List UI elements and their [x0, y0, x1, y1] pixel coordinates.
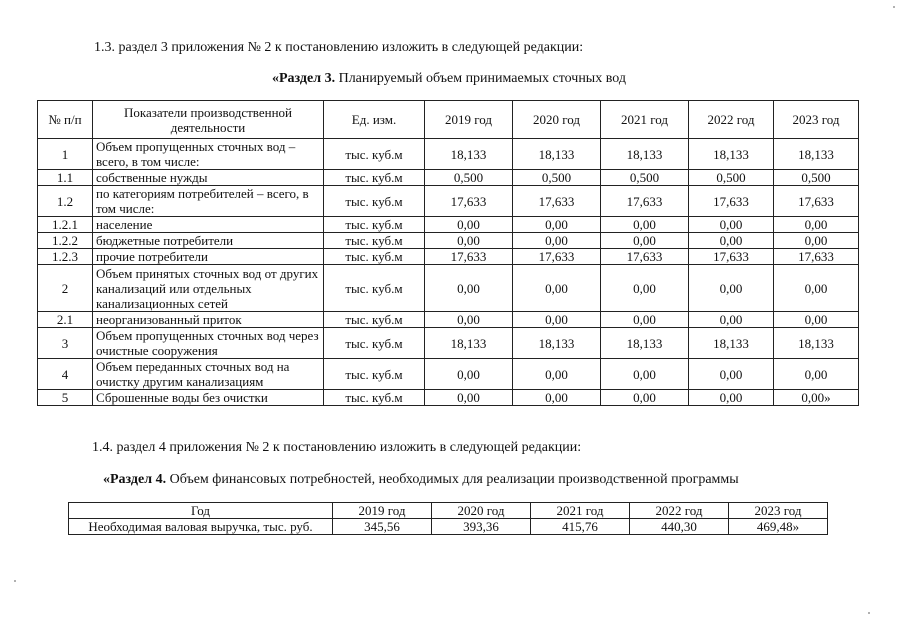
cell-2022: 0,00 [689, 312, 774, 328]
row-name: бюджетные потребители [93, 233, 324, 249]
table-row [38, 312, 859, 328]
cell-2021: 18,133 [601, 139, 689, 170]
cell-2019: 0,00 [425, 265, 513, 312]
cell-2021: 0,00 [601, 217, 689, 233]
cell-2019: 0,00 [425, 312, 513, 328]
row-name: Объем принятых сточных вод от других канализаций или отдельных канализационных сетей [93, 265, 324, 312]
cell-2023: 0,00 [774, 359, 859, 390]
header-2022: 2022 год [630, 503, 729, 519]
table-row [38, 249, 859, 265]
cell-2021: 0,00 [601, 233, 689, 249]
paragraph-1-3: 1.3. раздел 3 приложения № 2 к постановлению изложить в следующей редакции: [94, 40, 584, 55]
cell-2021: 0,00 [601, 390, 689, 406]
row-unit: тыс. куб.м [324, 312, 425, 328]
section-4-title-text: Объем финансовых потребностей, необходимых для реализации производственной программы [166, 472, 739, 487]
table-row [38, 186, 859, 217]
row-num: 1.2 [38, 186, 93, 217]
row-name: прочие потребители [93, 249, 324, 265]
cell-2019: 0,00 [425, 217, 513, 233]
table-section-4 [68, 502, 828, 535]
cell-2019: 18,133 [425, 328, 513, 359]
row-label: Необходимая валовая выручка, тыс. руб. [69, 519, 333, 535]
cell-2023: 17,633 [774, 186, 859, 217]
row-name: Объем пропущенных сточных вод через очистные сооружения [93, 328, 324, 359]
cell-2021: 17,633 [601, 186, 689, 217]
header-2023: 2023 год [729, 503, 828, 519]
cell-2020: 393,36 [432, 519, 531, 535]
row-unit: тыс. куб.м [324, 139, 425, 170]
row-name: население [93, 217, 324, 233]
table-section-3 [37, 100, 859, 406]
section-3-prefix: «Раздел 3. [272, 71, 336, 86]
row-unit: тыс. куб.м [324, 390, 425, 406]
cell-2021: 18,133 [601, 328, 689, 359]
cell-2022: 17,633 [689, 249, 774, 265]
cell-2021: 0,00 [601, 265, 689, 312]
table-header-row [69, 503, 828, 519]
row-num: 5 [38, 390, 93, 406]
cell-2023: 0,00 [774, 265, 859, 312]
cell-2022: 0,00 [689, 359, 774, 390]
paragraph-1-4: 1.4. раздел 4 приложения № 2 к постановлению изложить в следующей редакции: [92, 440, 582, 455]
cell-2023: 0,500 [774, 170, 859, 186]
table-row [38, 170, 859, 186]
cell-2022: 18,133 [689, 328, 774, 359]
header-2021: 2021 год [531, 503, 630, 519]
cell-2022: 0,00 [689, 390, 774, 406]
row-unit: тыс. куб.м [324, 217, 425, 233]
header-2019: 2019 год [333, 503, 432, 519]
row-unit: тыс. куб.м [324, 249, 425, 265]
header-num: № п/п [38, 101, 93, 139]
cell-2023: 17,633 [774, 249, 859, 265]
section-3-title [272, 71, 626, 87]
header-2023: 2023 год [774, 101, 859, 139]
header-2021: 2021 год [601, 101, 689, 139]
cell-2019: 17,633 [425, 186, 513, 217]
row-unit: тыс. куб.м [324, 265, 425, 312]
cell-2023: 0,00» [774, 390, 859, 406]
section-3-title-text: Планируемый объем принимаемых сточных вод [335, 71, 626, 86]
table-row [38, 233, 859, 249]
cell-2020: 17,633 [513, 249, 601, 265]
row-num: 1.2.1 [38, 217, 93, 233]
row-num: 2 [38, 265, 93, 312]
table-row [38, 265, 859, 312]
scan-speck [893, 6, 895, 8]
cell-2020: 0,00 [513, 359, 601, 390]
row-num: 3 [38, 328, 93, 359]
cell-2023: 18,133 [774, 328, 859, 359]
table-row [38, 359, 859, 390]
cell-2020: 18,133 [513, 328, 601, 359]
cell-2021: 415,76 [531, 519, 630, 535]
table-header-row [38, 101, 859, 139]
cell-2021: 0,00 [601, 312, 689, 328]
row-num: 1.1 [38, 170, 93, 186]
row-num: 1 [38, 139, 93, 170]
header-2022: 2022 год [689, 101, 774, 139]
header-2020: 2020 год [513, 101, 601, 139]
cell-2022: 0,00 [689, 233, 774, 249]
cell-2021: 17,633 [601, 249, 689, 265]
header-2020: 2020 год [432, 503, 531, 519]
cell-2019: 17,633 [425, 249, 513, 265]
cell-2022: 0,00 [689, 217, 774, 233]
cell-2020: 0,500 [513, 170, 601, 186]
row-unit: тыс. куб.м [324, 359, 425, 390]
cell-2020: 0,00 [513, 217, 601, 233]
table-row [38, 139, 859, 170]
scan-speck [14, 580, 16, 582]
row-unit: тыс. куб.м [324, 328, 425, 359]
cell-2020: 0,00 [513, 312, 601, 328]
cell-2022: 440,30 [630, 519, 729, 535]
cell-2019: 0,00 [425, 390, 513, 406]
cell-2022: 0,500 [689, 170, 774, 186]
row-num: 1.2.2 [38, 233, 93, 249]
cell-2020: 0,00 [513, 265, 601, 312]
cell-2021: 0,00 [601, 359, 689, 390]
cell-2019: 0,00 [425, 233, 513, 249]
cell-2019: 0,500 [425, 170, 513, 186]
cell-2020: 0,00 [513, 233, 601, 249]
cell-2021: 0,500 [601, 170, 689, 186]
row-name: неорганизованный приток [93, 312, 324, 328]
cell-2019: 345,56 [333, 519, 432, 535]
cell-2023: 0,00 [774, 312, 859, 328]
table-row [38, 217, 859, 233]
header-year: Год [69, 503, 333, 519]
row-name: собственные нужды [93, 170, 324, 186]
row-num: 4 [38, 359, 93, 390]
cell-2023: 0,00 [774, 217, 859, 233]
cell-2020: 0,00 [513, 390, 601, 406]
cell-2023: 0,00 [774, 233, 859, 249]
cell-2023: 18,133 [774, 139, 859, 170]
cell-2019: 18,133 [425, 139, 513, 170]
header-unit: Ед. изм. [324, 101, 425, 139]
row-name: Объем пропущенных сточных вод – всего, в том числе: [93, 139, 324, 170]
row-unit: тыс. куб.м [324, 170, 425, 186]
header-indicator: Показатели производственной деятельности [93, 101, 324, 139]
table-row [38, 390, 859, 406]
header-2019: 2019 год [425, 101, 513, 139]
section-4-prefix: «Раздел 4. [103, 472, 167, 487]
row-name: Сброшенные воды без очистки [93, 390, 324, 406]
cell-2022: 0,00 [689, 265, 774, 312]
row-name: по категориям потребителей – всего, в том числе: [93, 186, 324, 217]
row-num: 2.1 [38, 312, 93, 328]
row-unit: тыс. куб.м [324, 186, 425, 217]
table-row [38, 328, 859, 359]
row-unit: тыс. куб.м [324, 233, 425, 249]
row-name: Объем переданных сточных вод на очистку другим канализациям [93, 359, 324, 390]
cell-2023: 469,48» [729, 519, 828, 535]
row-num: 1.2.3 [38, 249, 93, 265]
cell-2022: 18,133 [689, 139, 774, 170]
cell-2020: 18,133 [513, 139, 601, 170]
cell-2022: 17,633 [689, 186, 774, 217]
table-row [69, 519, 828, 535]
cell-2020: 17,633 [513, 186, 601, 217]
cell-2019: 0,00 [425, 359, 513, 390]
section-4-title [103, 472, 739, 488]
scan-speck [868, 612, 870, 614]
